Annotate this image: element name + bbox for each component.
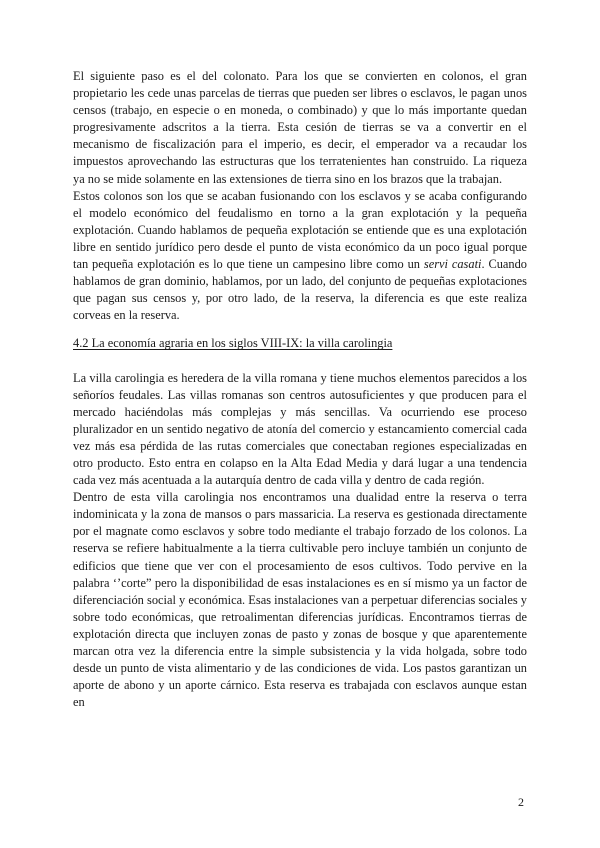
term-servi-casati: servi casati xyxy=(423,257,482,272)
section-heading: 4.2 La economía agraria en los siglos VIII-IX: la villa carolingia xyxy=(73,336,393,351)
paragraph-colonato: El siguiente paso es el del colonato. Para los que se convierten en colonos, el gran propietario les cede unas parcelas de tierras que pueden ser libres o esclavos, le pagan unos censos (trabajo, en especie o en moneda, o combinado) y que lo más importante quedan progresivamente adscritos a la tierra. Esta cesión de tierras se va a convertir en el mecanismo de fiscalización para el imperio, es decir, el emperador va a recaudar los impuestos aprovechando las estructuras que los terratenientes han construido. La riqueza ya no se mide solamente en las extensiones de tierra sino en los brazos que la trabajan. xyxy=(73,69,527,186)
paragraph-villa-carolingia: La villa carolingia es heredera de la villa romana y tiene muchos elementos parecidos a los señoríos feudales. Las villas romanas son centros autosuficientes y que producen para el mercado haciéndolas más complejas y más sencillas. Va ocurriendo ese proceso pluralizador en un sentido negativo de atonía del comercio y estancamiento comercial cada vez más esa pérdida de las rutas comerciales que conectaban regiones especializadas en otro producto. Esto entra en colapso en la Alta Edad Media y dará lugar a una tendencia cada vez más acentuada a la autarquía dentro de cada villa y dentro de cada región. xyxy=(73,370,527,488)
document-body xyxy=(73,68,527,711)
paragraph-colonos-text-1: Estos colonos son los que se acaban fusionando con los esclavos y se acaba configurando el modelo económico del feudalismo en torno a la gran explotación y la pequeña explotación. Cuando hablamos de pequeña explotación se entiende que es una explotación libre en sentido jurídico pero desde el punto de vista económico da un poco igual porque tan pequeña explotación es lo que tiene un campesino libre como un xyxy=(73,188,527,272)
paragraph-reserva-mansos: Dentro de esta villa carolingia nos encontramos una dualidad entre la reserva o terra indominicata y la zona de mansos o pars massaricia. La reserva es gestionada directamente por el magnate como esclavos y sobre todo mediante el trabajo forzado de los colonos. La reserva se refiere habitualmente a la tierra cultivable pero incluye también un conjunto de edificios que tiene que ver con el procesamiento de esos cultivos. Todo pervive en la palabra ‘’corte” pero la disponibilidad de esas instalaciones es en sí mismo ya un factor de diferenciación social y económica. Esas instalaciones van a perpetuar diferencias sociales y sobre todo económicas, que retroalimentan diferencias jurídicas. Encontramos tierras de explotación directa que incluyen zonas de pasto y zonas de bosque y que aparentemente marcan otra vez la diferencia entre la simple subsistencia y la vida holgada, sobre todo desde un punto de vista alimentario y de las condiciones de vida. Los pastos garantizan un aporte de abono y un aporte cárnico. Esta reserva es trabajada con esclavos aunque estan en xyxy=(73,490,527,710)
paragraph-colonos-feudalismo xyxy=(73,188,527,325)
paragraph-colonos-text-2: . Cuando hablamos de gran dominio, hablamos, por un lado, del conjunto de pequeñas explotaciones que pagan sus censos y, por otro lado, de la reserva, la diferencia es que este realiza corveas en la reserva. xyxy=(73,257,527,323)
page-number: 2 xyxy=(518,795,524,809)
